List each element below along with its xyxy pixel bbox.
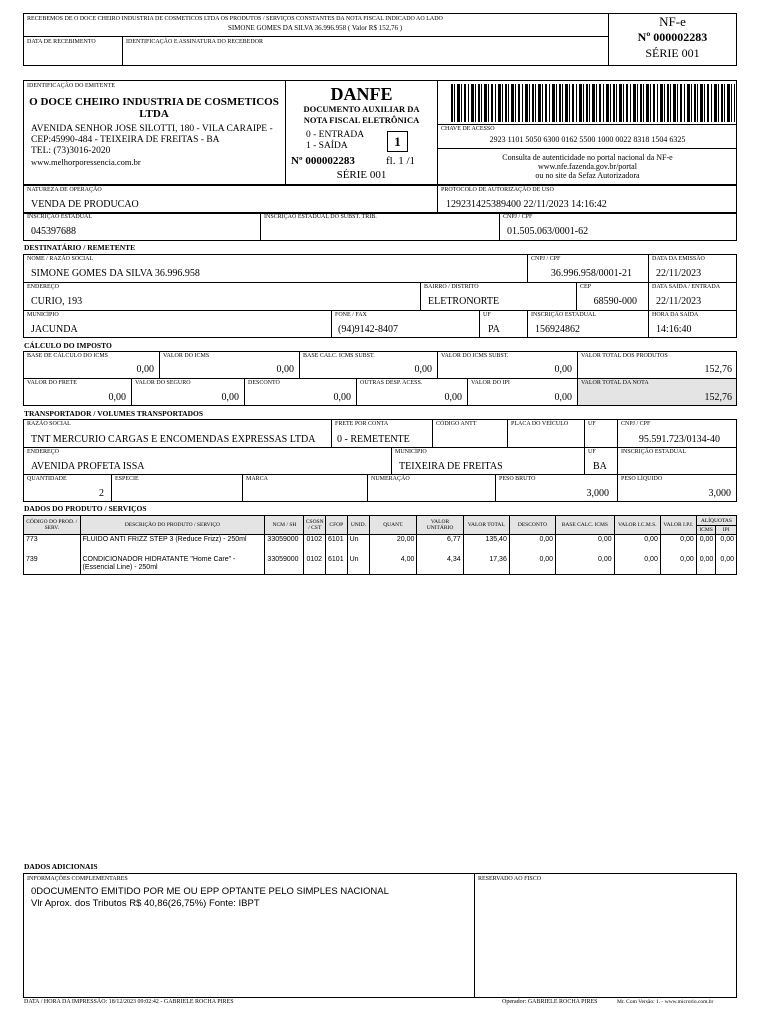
cnpj-emit-label: CNPJ / CPF <box>503 214 533 220</box>
transp-frete-label: FRETE POR CONTA <box>335 421 389 427</box>
danfe-saida: 1 - SAÍDA <box>306 141 348 151</box>
th-v-total: VALOR TOTAL <box>463 516 509 535</box>
item-csosn: 0102 <box>304 555 326 575</box>
bc-icms: 0,00 <box>136 364 154 375</box>
item-desconto: 0,00 <box>509 555 555 575</box>
outras-label: OUTRAS DESP. ACESS. <box>360 380 423 386</box>
transp-peso-bruto: 3,000 <box>586 488 609 499</box>
th-descricao: DESCRIÇÃO DO PRODUTO / SERVIÇO <box>80 516 265 535</box>
item-codigo: 773 <box>24 535 81 555</box>
consulta-line1: Consulta de autenticidade no portal nacional da NF-e <box>502 153 673 162</box>
danfe-tipo: 1 <box>387 131 408 152</box>
bc-st-label: BASE CALC. ICMS SUBST. <box>303 353 375 359</box>
item-v-ipi: 0,00 <box>660 535 696 555</box>
dest-uf: PA <box>488 324 500 335</box>
canhoto-recipient: SIMONE GOMES DA SILVA 36.996.958 ( Valor R$ 152,76 ) <box>227 24 403 32</box>
item-aliq-ipi: 0,00 <box>716 555 737 575</box>
item-v-unit: 4,34 <box>417 555 463 575</box>
item-v-ipi: 0,00 <box>660 555 696 575</box>
destinatario-section: DESTINATÁRIO / REMETENTE <box>24 243 136 252</box>
transp-frete: 0 - REMETENTE <box>337 434 410 445</box>
dest-nome-label: NOME / RAZÃO SOCIAL <box>27 256 94 262</box>
ipi: 0,00 <box>554 392 572 403</box>
info-line1: 0DOCUMENTO EMITIDO POR ME OU EPP OPTANTE PELO SIMPLES NACIONAL <box>31 886 389 897</box>
frete: 0,00 <box>108 392 126 403</box>
ie-label: INSCRIÇÃO ESTADUAL <box>27 214 93 220</box>
consulta-line2[interactable]: www.nfe.fazenda.gov.br/portal <box>538 162 637 171</box>
total-nota-label: VALOR TOTAL DA NOTA <box>581 380 649 386</box>
dest-emissao: 22/11/2023 <box>656 268 702 279</box>
desconto-label: DESCONTO <box>248 380 280 386</box>
item-cfop: 6101 <box>326 555 348 575</box>
emitente-address1: AVENIDA SENHOR JOSE SILOTTI, 180 - VILA CARAIPE - <box>31 124 273 134</box>
canhoto-text: RECEBEMOS DE O DOCE CHEIRO INDUSTRIA DE COSMETICOS LTDA OS PRODUTOS / SERVIÇOS CONSTANTES DA NOTA FISCAL INDICADO AO LADO <box>27 16 443 22</box>
transp-qtd-label: QUANTIDADE <box>27 476 67 482</box>
danfe-subtitle1: DOCUMENTO AUXILIAR DA <box>303 104 420 114</box>
ie-value: 045397688 <box>31 226 76 237</box>
bc-icms-label: BASE DE CÁLCULO DO ICMS <box>27 353 109 359</box>
dest-ie: 156924862 <box>535 324 580 335</box>
dest-bairro-label: BAIRRO / DISTRITO <box>424 284 479 290</box>
ipi-label: VALOR DO IPI <box>471 380 510 386</box>
cnpj-emit-value: 01.505.063/0001-62 <box>507 226 589 237</box>
item-ncm: 33059000 <box>265 555 304 575</box>
item-aliq-icms: 0,00 <box>696 555 716 575</box>
total-nota: 152,76 <box>704 392 732 403</box>
dest-endereco: CURIO, 193 <box>31 296 83 307</box>
icms-st-label: VALOR DO ICMS SUBST. <box>441 353 509 359</box>
dest-municipio-label: MUNICÍPIO <box>27 312 59 318</box>
dest-endereco-label: ENDEREÇO <box>27 284 59 290</box>
ie-row <box>23 213 737 241</box>
item-cfop: 6101 <box>326 535 348 555</box>
outras: 0,00 <box>444 392 462 403</box>
th-aliquotas: ALÍQUOTAS <box>696 516 736 526</box>
item-unid: Un <box>347 535 370 555</box>
transp-razao-label: RAZÃO SOCIAL <box>27 421 71 427</box>
transp-placa-label: PLACA DO VEÍCULO <box>511 421 569 427</box>
item-bc-icms: 0,00 <box>556 555 615 575</box>
protocolo-value: 129231425389400 22/11/2023 14:16:42 <box>446 199 607 210</box>
th-codigo: CÓDIGO DO PROD. / SERV. <box>24 516 81 535</box>
item-aliq-icms: 0,00 <box>696 535 716 555</box>
dest-nome: SIMONE GOMES DA SILVA 36.996.958 <box>31 268 200 279</box>
dest-emissao-label: DATA DA EMISSÃO <box>652 256 705 262</box>
frete-label: VALOR DO FRETE <box>27 380 77 386</box>
item-codigo: 739 <box>24 555 81 575</box>
footer-impressao: DATA / HORA DA IMPRESSÃO: 18/12/2023 09:02:42 - GABRIELE ROCHA PIRES <box>24 999 234 1005</box>
barcode <box>451 84 735 122</box>
transp-especie-label: ESPECIE <box>115 476 139 482</box>
transp-endereco: AVENIDA PROFETA ISSA <box>31 461 145 472</box>
total-prod: 152,76 <box>704 364 732 375</box>
transp-municipio: TEIXEIRA DE FREITAS <box>399 461 503 472</box>
th-bc-icms: BASE CALC. ICMS <box>556 516 615 535</box>
transportador-section: TRANSPORTADOR / VOLUMES TRANSPORTADOS <box>24 409 204 418</box>
th-aliq-ipi: IPI <box>716 526 737 535</box>
canhoto-date-label: DATA DE RECEBIMENTO <box>27 39 96 45</box>
dest-cnpj-label: CNPJ / CPF <box>531 256 561 262</box>
canhoto-nfe: NF-e <box>659 14 686 29</box>
transp-peso-liq-label: PESO LÍQUIDO <box>621 476 663 482</box>
dest-municipio: JACUNDA <box>31 324 78 335</box>
fisco-label: RESERVADO AO FISCO <box>478 876 542 882</box>
emitente-site[interactable]: www.melhorporessencia.com.br <box>31 157 141 167</box>
dest-cep: 68590-000 <box>593 296 637 307</box>
dest-hora-label: HORA DA SAÍDA <box>652 312 699 318</box>
protocolo-label: PROTOCOLO DE AUTORIZAÇÃO DE USO <box>441 187 554 193</box>
bc-st: 0,00 <box>414 364 432 375</box>
item-v-icms: 0,00 <box>614 535 660 555</box>
dest-cnpj: 36.996.958/0001-21 <box>550 268 632 279</box>
transp-razao: TNT MERCURIO CARGAS E ENCOMENDAS EXPRESSAS LTDA <box>31 434 316 445</box>
dest-ie-label: INSCRIÇÃO ESTADUAL <box>531 312 597 318</box>
dest-cep-label: CEP <box>580 284 592 290</box>
transp-endereco-label: ENDEREÇO <box>27 449 59 455</box>
ie-st-label: INSCRIÇÃO ESTADUAL DO SUBST. TRIB. <box>264 214 377 220</box>
transp-ie-label: INSCRIÇÃO ESTADUAL <box>621 449 687 455</box>
dest-fone: (94)9142-8407 <box>338 324 398 335</box>
emitente-name: O DOCE CHEIRO INDUSTRIA DE COSMETICOS LTDA <box>29 96 279 120</box>
th-ncm: NCM / SH <box>265 516 304 535</box>
transp-marca-label: MARCA <box>246 476 269 482</box>
th-cfop: CFOP <box>326 516 348 535</box>
natureza-value: VENDA DE PRODUCAO <box>31 199 139 210</box>
transp-cnpj: 95.591.723/0134-40 <box>638 434 720 445</box>
item-quant: 4,00 <box>370 555 417 575</box>
transp-cnpj-label: CNPJ / CPF <box>621 421 651 427</box>
table-row <box>24 555 737 575</box>
th-v-ipi: VALOR I.P.I. <box>660 516 696 535</box>
imposto-section: CÁLCULO DO IMPOSTO <box>24 341 112 350</box>
chave-label: CHAVE DE ACESSO <box>441 126 495 132</box>
consulta-line3: ou no site da Sefaz Autorizadora <box>535 171 640 180</box>
canhoto-series: SÉRIE 001 <box>645 46 700 60</box>
transp-antt-label: CÓDIGO ANTT <box>436 421 477 427</box>
canhoto-number: Nº 000002283 <box>637 30 708 44</box>
transp-qtd: 2 <box>99 488 104 499</box>
transp-peso-liq: 3,000 <box>708 488 731 499</box>
item-v-total: 135,40 <box>463 535 509 555</box>
transp-uf2: BA <box>593 461 607 472</box>
total-prod-label: VALOR TOTAL DOS PRODUTOS <box>581 353 668 359</box>
seguro: 0,00 <box>221 392 239 403</box>
icms: 0,00 <box>276 364 294 375</box>
item-aliq-ipi: 0,00 <box>716 535 737 555</box>
item-csosn: 0102 <box>304 535 326 555</box>
item-bc-icms: 0,00 <box>556 535 615 555</box>
produtos-section: DADOS DO PRODUTO / SERVIÇOS <box>24 504 147 513</box>
danfe-entrada: 0 - ENTRADA <box>306 130 365 140</box>
th-unid: UNID. <box>347 516 370 535</box>
danfe-folha: fl. 1 /1 <box>386 155 416 167</box>
chave-value: 2923 1101 5050 6300 0162 5500 1000 0022 8318 1504 6325 <box>489 135 686 144</box>
transp-numeracao-label: NUMERAÇÃO <box>371 476 410 482</box>
item-v-icms: 0,00 <box>614 555 660 575</box>
emitente-address2: CEP:45990-484 - TEIXEIRA DE FREITAS - BA <box>31 135 220 145</box>
item-ncm: 33059000 <box>265 535 304 555</box>
danfe-series: SÉRIE 001 <box>336 169 387 181</box>
item-v-unit: 6,77 <box>417 535 463 555</box>
emitente-phone: TEL: (73)3016-2020 <box>31 146 111 156</box>
adicionais-section: DADOS ADICIONAIS <box>24 862 98 871</box>
emitente-label: IDENTIFICAÇÃO DO EMITENTE <box>27 83 115 89</box>
icms-st: 0,00 <box>554 364 572 375</box>
danfe-subtitle2: NOTA FISCAL ELETRÔNICA <box>303 115 420 125</box>
item-unid: Un <box>347 555 370 575</box>
th-csosn: CSOSN / CST <box>304 516 326 535</box>
desconto: 0,00 <box>333 392 351 403</box>
seguro-label: VALOR DO SEGURO <box>135 380 191 386</box>
danfe-title: DANFE <box>330 84 393 104</box>
th-v-unit: VALOR UNITÁRIO <box>417 516 463 535</box>
transp-uf-label: UF <box>588 421 596 427</box>
danfe-number: Nº 000002283 <box>291 155 355 167</box>
dest-saida: 22/11/2023 <box>656 296 702 307</box>
transp-uf2-label: UF <box>588 449 596 455</box>
th-quant: QUANT. <box>370 516 417 535</box>
dest-uf-label: UF <box>483 312 491 318</box>
item-descricao: FLUIDO ANTI FRIZZ STEP 3 (Reduce Frizz) - 250ml <box>80 535 265 555</box>
transp-peso-bruto-label: PESO BRUTO <box>499 476 536 482</box>
dest-bairro: ELETRONORTE <box>428 296 500 307</box>
info-label: INFORMAÇÕES COMPLEMENTARES <box>27 876 128 882</box>
table-row <box>24 535 737 555</box>
footer-operador: Operador: GABRIELE ROCHA PIRES <box>502 999 598 1005</box>
item-descricao: CONDICIONADOR HIDRATANTE "Home Care" - (Essencial Line) - 250ml <box>80 555 265 575</box>
info-line2: Vlr Aprox. dos Tributos R$ 40,86(26,75%) Fonte: IBPT <box>31 898 260 909</box>
dest-saida-label: DATA SAÍDA / ENTRADA <box>652 284 721 290</box>
th-aliq-icms: ICMS <box>696 526 716 535</box>
th-desconto: DESCONTO <box>509 516 555 535</box>
canhoto-sign-label: IDENTIFICAÇÃO E ASSINATURA DO RECEBEDOR <box>126 39 264 45</box>
th-v-icms: VALOR I.C.M.S. <box>614 516 660 535</box>
natureza-label: NATUREZA DE OPERAÇÃO <box>27 187 102 193</box>
dest-hora: 14:16:40 <box>656 324 692 335</box>
transp-municipio-label: MUNICÍPIO <box>395 449 427 455</box>
item-desconto: 0,00 <box>509 535 555 555</box>
icms-label: VALOR DO ICMS <box>163 353 210 359</box>
footer-versao: Mr. Com Versão: 1. - www.microrio.com.br <box>617 999 714 1005</box>
item-v-total: 17,36 <box>463 555 509 575</box>
dest-fone-label: FONE / FAX <box>335 312 367 318</box>
products-table <box>23 515 737 575</box>
item-quant: 20,00 <box>370 535 417 555</box>
